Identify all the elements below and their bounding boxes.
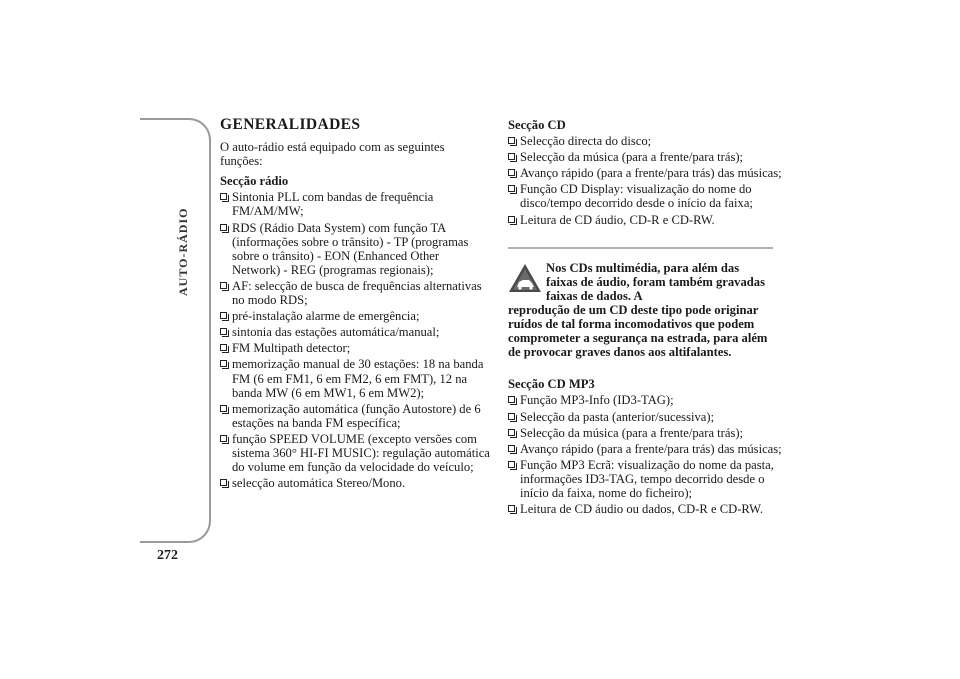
- intro-text: O auto-rádio está equipado com as seguintes funções:: [220, 140, 445, 169]
- list-item: Selecção da pasta (anterior/sucessiva);: [508, 410, 783, 424]
- mp3-feature-list: [508, 393, 783, 516]
- list-item: memorização manual de 30 estações: 18 na banda FM (6 em FM1, 6 em FM2, 6 em FMT), 12 na banda MW (6 em MW1, 6 em MW2);: [220, 357, 490, 399]
- list-item: Sintonia PLL com bandas de frequência FM/AM/MW;: [220, 190, 490, 218]
- page-margin-bar: [140, 118, 211, 543]
- left-column: [220, 118, 490, 492]
- checkbox-bullet-icon: [508, 153, 515, 160]
- list-item: Leitura de CD áudio, CD-R e CD-RW.: [508, 213, 783, 227]
- checkbox-bullet-icon: [220, 312, 227, 319]
- checkbox-bullet-icon: [508, 137, 515, 144]
- cd-feature-list: [508, 134, 783, 227]
- radio-section-title: Secção rádio: [220, 174, 289, 189]
- list-item: Função MP3 Ecrã: visualização do nome da pasta, informações ID3-TAG, tempo decorrido desde o início da faixa, nome do ficheiro);: [508, 458, 783, 500]
- checkbox-bullet-icon: [220, 224, 227, 231]
- list-item: Leitura de CD áudio ou dados, CD-R e CD-RW.: [508, 502, 783, 516]
- list-item: Função MP3-Info (ID3-TAG);: [508, 393, 783, 407]
- checkbox-bullet-icon: [508, 185, 515, 192]
- list-item: Selecção da música (para a frente/para trás);: [508, 426, 783, 440]
- checkbox-bullet-icon: [220, 328, 227, 335]
- checkbox-bullet-icon: [220, 405, 227, 412]
- warning-text: Nos CDs multimédia, para além das faixas de áudio, foram também gravadas faixas de dados. A reprodução de um CD deste tipo pode originar ruídos de tal forma incomodativos que podem comprometer a segurança na estrada, para além de provocar graves danos aos altifalantes.: [508, 260, 768, 360]
- warning-note: [508, 247, 773, 360]
- checkbox-bullet-icon: [508, 413, 515, 420]
- checkbox-bullet-icon: [220, 360, 227, 367]
- list-item: Avanço rápido (para a frente/para trás) das músicas;: [508, 442, 783, 456]
- list-item: Avanço rápido (para a frente/para trás) das músicas;: [508, 166, 783, 180]
- checkbox-bullet-icon: [220, 193, 227, 200]
- list-item: Selecção da música (para a frente/para trás);: [508, 150, 783, 164]
- checkbox-bullet-icon: [508, 169, 515, 176]
- list-item: pré-instalação alarme de emergência;: [220, 309, 490, 323]
- list-item: função SPEED VOLUME (excepto versões com sistema 360° HI-FI MUSIC): regulação automática do volume em função da velocidade do veículo;: [220, 432, 490, 474]
- list-item: sintonia das estações automática/manual;: [220, 325, 490, 339]
- checkbox-bullet-icon: [508, 396, 515, 403]
- checkbox-bullet-icon: [508, 461, 515, 468]
- checkbox-bullet-icon: [220, 282, 227, 289]
- checkbox-bullet-icon: [508, 505, 515, 512]
- mp3-section-title: Secção CD MP3: [508, 377, 595, 392]
- radio-feature-list: [220, 190, 490, 490]
- section-tab: AUTO-RÁDIO: [176, 207, 190, 296]
- checkbox-bullet-icon: [508, 445, 515, 452]
- warning-car-icon: [508, 263, 542, 293]
- list-item: memorização automática (função Autostore) de 6 estações na banda FM específica;: [220, 402, 490, 430]
- list-item: selecção automática Stereo/Mono.: [220, 476, 490, 490]
- checkbox-bullet-icon: [220, 435, 227, 442]
- checkbox-bullet-icon: [508, 216, 515, 223]
- checkbox-bullet-icon: [220, 479, 227, 486]
- list-item: Selecção directa do disco;: [508, 134, 783, 148]
- checkbox-bullet-icon: [508, 429, 515, 436]
- checkbox-bullet-icon: [220, 344, 227, 351]
- list-item: FM Multipath detector;: [220, 341, 490, 355]
- right-column: [508, 118, 783, 518]
- page-title: GENERALIDADES: [220, 116, 361, 133]
- list-item: AF: selecção de busca de frequências alternativas no modo RDS;: [220, 279, 490, 307]
- list-item: RDS (Rádio Data System) com função TA (informações sobre o trânsito) - TP (programas sobre o trânsito) - EON (Enhanced Other Network) - REG (programas regionais);: [220, 221, 490, 277]
- cd-section-title: Secção CD: [508, 118, 566, 132]
- page-number: 272: [157, 548, 178, 563]
- list-item: Função CD Display: visualização do nome do disco/tempo decorrido desde o início da faixa;: [508, 182, 783, 210]
